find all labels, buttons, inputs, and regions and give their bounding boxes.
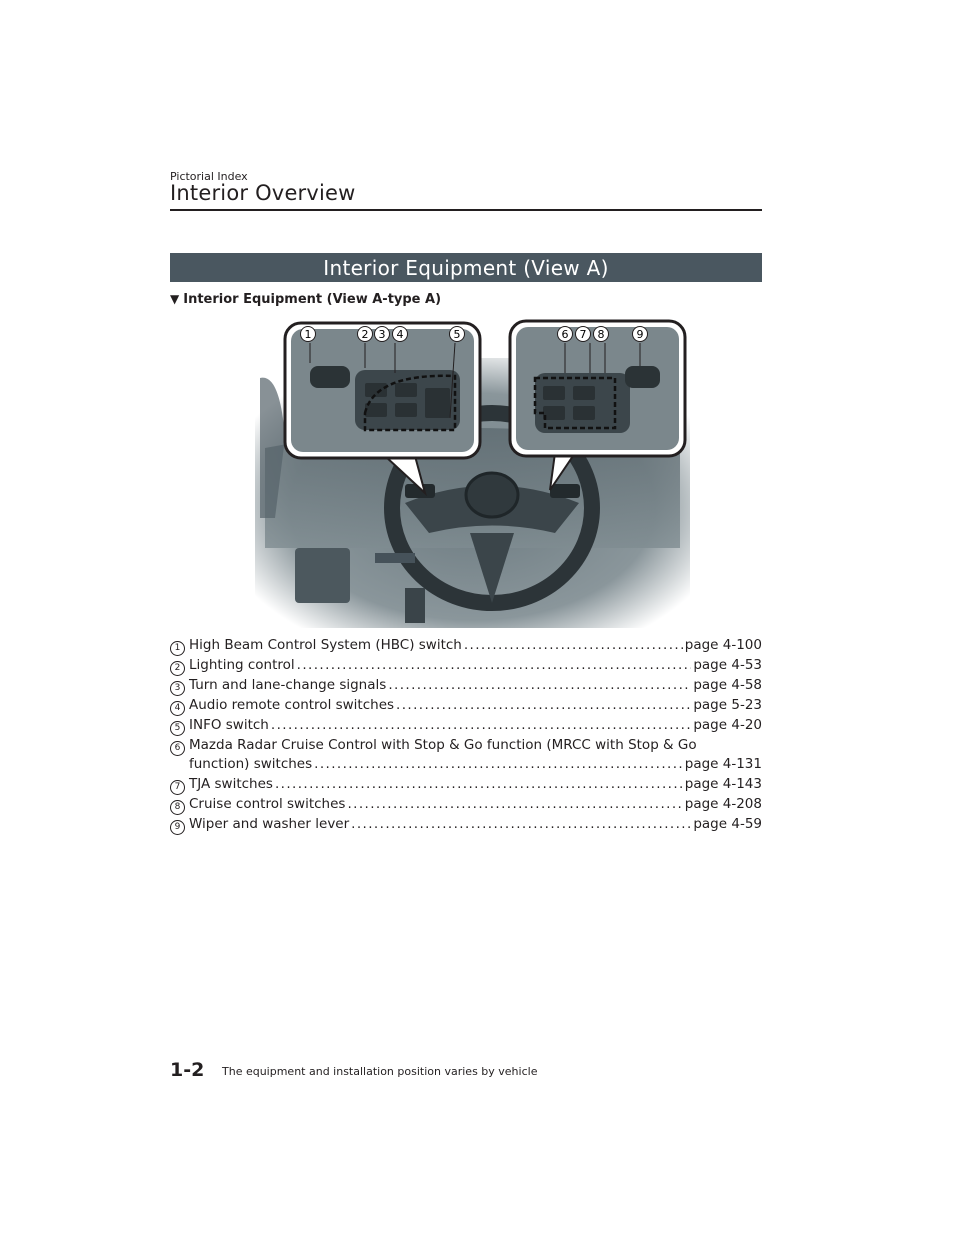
subheading-text: Interior Equipment (View A-type A) — [183, 292, 442, 307]
callout-9-label: 9 — [636, 328, 644, 341]
callout-8 — [594, 327, 609, 342]
callout-1-label: 1 — [304, 328, 312, 341]
callout-4-label: 4 — [396, 328, 404, 341]
leader-dots — [275, 775, 683, 794]
item-number: 9 — [170, 820, 185, 835]
footer-note: The equipment and installation position varies by vehicle — [222, 1065, 538, 1078]
callout-2-label: 2 — [361, 328, 369, 341]
leader-dots — [351, 815, 691, 834]
callout-1 — [301, 327, 316, 342]
item-number: 6 — [170, 741, 185, 756]
item-page-ref[interactable]: page 4-143 — [684, 776, 762, 792]
callout-4 — [393, 327, 408, 342]
list-item — [170, 775, 762, 794]
leader-dots — [388, 676, 691, 695]
door-switches — [295, 548, 350, 603]
item-number: 2 — [170, 661, 185, 676]
item-page-ref[interactable]: page 4-53 — [693, 657, 762, 673]
page-number: 1-2 — [170, 1059, 205, 1081]
item-text: INFO switch — [189, 717, 269, 733]
leader-dots — [347, 795, 682, 814]
section-banner — [170, 253, 762, 282]
item-number: 8 — [170, 800, 185, 815]
callout-6 — [558, 327, 573, 342]
item-text: Audio remote control switches — [189, 697, 395, 713]
item-page-ref[interactable]: page 4-59 — [693, 816, 762, 832]
section-banner-text: Interior Equipment (View A) — [323, 255, 609, 280]
leader-dots — [464, 636, 683, 655]
list-item — [170, 636, 762, 655]
subheading — [170, 292, 441, 307]
item-page-ref[interactable]: page 5-23 — [693, 697, 762, 713]
callout-3 — [375, 327, 390, 342]
leader-dots — [396, 696, 691, 715]
list-item — [170, 815, 762, 834]
pedal — [405, 588, 425, 623]
list-item — [170, 676, 762, 695]
callout-9 — [633, 327, 648, 342]
item-text: TJA switches — [189, 776, 273, 792]
vent-left — [375, 553, 415, 563]
callout-5-label: 5 — [453, 328, 461, 341]
item-page-ref[interactable]: page 4-100 — [684, 637, 762, 653]
callout-5 — [450, 327, 465, 342]
list-item — [170, 656, 762, 675]
list-item-continuation — [189, 755, 762, 774]
item-number: 4 — [170, 701, 185, 716]
steering-wheel-illustration — [255, 318, 690, 628]
leader-dots — [297, 656, 692, 675]
inset-left — [285, 323, 480, 458]
item-text: Lighting control — [189, 657, 295, 673]
item-number: 3 — [170, 681, 185, 696]
item-page-ref[interactable]: page 4-208 — [684, 796, 762, 812]
callout-6-label: 6 — [561, 328, 569, 341]
leader-dots — [314, 755, 683, 774]
item-text: High Beam Control System (HBC) switch — [189, 637, 462, 653]
item-number: 5 — [170, 721, 185, 736]
callout-7-label: 7 — [579, 328, 587, 341]
item-text: Mazda Radar Cruise Control with Stop & Go function (MRCC with Stop & Go — [189, 737, 697, 753]
list-item — [170, 795, 762, 814]
list-item — [170, 736, 762, 755]
callout-2 — [358, 327, 373, 342]
triangle-marker-icon: ▼ — [170, 292, 180, 306]
inset-right — [510, 321, 685, 456]
item-number: 1 — [170, 641, 185, 656]
item-page-ref[interactable]: page 4-20 — [693, 717, 762, 733]
item-page-ref[interactable]: page 4-131 — [684, 756, 762, 772]
list-item — [170, 696, 762, 715]
item-text-continued: function) switches — [189, 756, 313, 772]
list-item — [170, 716, 762, 735]
leader-dots — [271, 716, 691, 735]
page-title: Interior Overview — [170, 181, 356, 205]
item-text: Wiper and washer lever — [189, 816, 350, 832]
item-text: Cruise control switches — [189, 796, 346, 812]
item-number: 7 — [170, 780, 185, 795]
callout-7 — [576, 327, 591, 342]
title-rule — [170, 209, 762, 211]
section-label: Pictorial Index — [170, 170, 248, 183]
callout-8-label: 8 — [597, 328, 605, 341]
callout-3-label: 3 — [378, 328, 386, 341]
item-page-ref[interactable]: page 4-58 — [693, 677, 762, 693]
item-text: Turn and lane-change signals — [189, 677, 387, 693]
